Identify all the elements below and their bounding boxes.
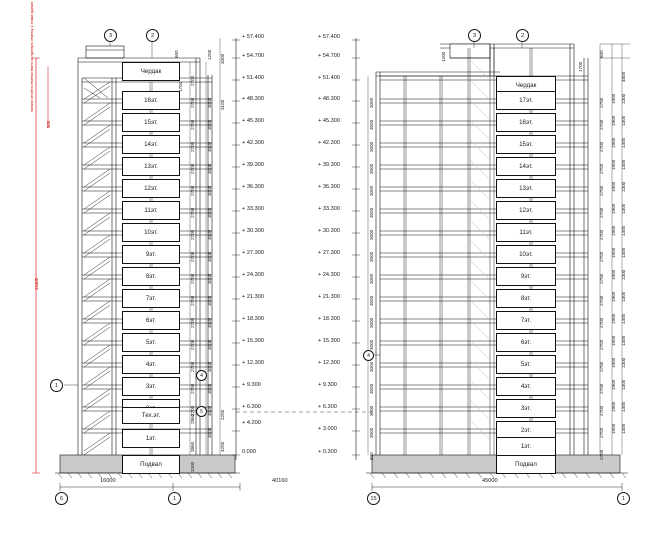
sub-dim: 1900 (611, 159, 616, 170)
structural-dim: 3000 (369, 317, 374, 328)
sub-dim: 1900 (611, 93, 616, 104)
floor-height-dim: 3860 (190, 441, 195, 452)
floor-label-box: 3эт. (122, 377, 180, 396)
elevation-mark: + 51.400 (242, 75, 264, 81)
floor-height-dim: 2700 (190, 361, 195, 372)
floor-label-box: Подвал (122, 455, 180, 474)
floor-label-box: 12эт. (122, 179, 180, 198)
floor-label-box: 5эт. (496, 355, 556, 374)
floor-label-box: 6эт. (122, 311, 180, 330)
elevation-mark: + 33.300 (318, 206, 340, 212)
structural-dim: 3000 (369, 97, 374, 108)
floor-label-box: 15эт. (496, 135, 556, 154)
top-dim: 3100 (220, 99, 225, 110)
floor-label-box: 8эт. (496, 289, 556, 308)
floor-height-dim: 2700 (599, 163, 604, 174)
floor-label-box: 6эт. (496, 333, 556, 352)
elevation-mark: + 42.300 (318, 140, 340, 146)
datum-note: начало отсчёта отметок взято за нулевую отметку 1 этажа здания (30, 2, 34, 112)
floor-height-dim: 2700 (599, 295, 604, 306)
sub-dim: 1300 (621, 93, 626, 104)
floor-height-dim: 2700 (599, 449, 604, 460)
floor-label-box: 16эт. (496, 113, 556, 132)
floor-height-dim: 2700 (190, 119, 195, 130)
elevation-mark: + 30.300 (242, 228, 264, 234)
elevation-mark: + 4.200 (242, 420, 261, 426)
axis-bubble-3: 3 (468, 29, 481, 42)
floor-label-box: Чердак (122, 62, 180, 81)
floor-label-box: 12эт. (496, 201, 556, 220)
callout-bubble-4: 4 (363, 350, 374, 361)
sub-dim: 1300 (621, 159, 626, 170)
floor-label-box: 13эт. (496, 179, 556, 198)
floor-height-dim: 2700 (190, 383, 195, 394)
structural-dim: 3000 (207, 361, 212, 372)
sub-dim: 1300 (621, 423, 626, 434)
elevation-mark: + 45.300 (318, 118, 340, 124)
floor-label-box: 4эт. (496, 377, 556, 396)
floor-label-box: 3эт. (496, 399, 556, 418)
sub-dim: 1900 (611, 203, 616, 214)
top-dim: 600 (174, 50, 179, 58)
elevation-mark: + 42.300 (242, 140, 264, 146)
floor-height-dim: 2700 (599, 339, 604, 350)
structural-dim: 2200 (220, 409, 225, 420)
sub-dim: 1900 (611, 379, 616, 390)
elevation-mark: + 24.300 (242, 272, 264, 278)
structural-dim: 4200 (220, 441, 225, 452)
floor-height-dim: 2700 (599, 361, 604, 372)
sub-dim: 1300 (621, 181, 626, 192)
sub-dim: 1900 (611, 423, 616, 434)
elevation-mark: + 15.300 (318, 338, 340, 344)
floor-label-box: 16эт. (122, 91, 180, 110)
elevation-mark: + 18.300 (242, 316, 264, 322)
floor-label-box: 1эт. (122, 429, 180, 448)
floor-height-dim: 2700 (599, 317, 604, 328)
structural-dim: 500 (369, 452, 374, 460)
bottom-dim: 40160 (272, 478, 288, 484)
elevation-mark: + 27.300 (318, 250, 340, 256)
floor-label-box: 10эт. (122, 223, 180, 242)
sub-dim: 1300 (621, 401, 626, 412)
structural-dim: 3000 (369, 295, 374, 306)
floor-height-dim: 2700 (599, 229, 604, 240)
floor-label-box: 9эт. (496, 267, 556, 286)
structural-dim: 3000 (369, 339, 374, 350)
structural-dim: 3000 (369, 427, 374, 438)
elevation-mark: + 9.300 (318, 382, 337, 388)
floor-label-box: 14эт. (122, 135, 180, 154)
floor-label-box: 10эт. (496, 245, 556, 264)
elevation-mark: 0.000 (242, 449, 256, 455)
top-dim: 1200 (441, 51, 446, 62)
floor-height-dim: 2700 (599, 97, 604, 108)
floor-height-dim: 2700 (190, 405, 195, 416)
top-dim: 3300 (220, 53, 225, 64)
structural-dim: 3000 (369, 383, 374, 394)
sub-dim: 1900 (611, 357, 616, 368)
elevation-mark: + 15.300 (242, 338, 264, 344)
structural-dim: 3000 (207, 163, 212, 174)
sub-dim: 1900 (611, 115, 616, 126)
elevation-mark: + 3.000 (318, 426, 337, 432)
elevation-mark: + 12.300 (318, 360, 340, 366)
structural-dim: 3000 (369, 185, 374, 196)
elevation-mark: + 39.300 (318, 162, 340, 168)
sub-dim: 1900 (611, 269, 616, 280)
sub-dim: 1300 (621, 313, 626, 324)
floor-label-box: 8эт. (122, 267, 180, 286)
floor-height-dim: 2700 (599, 427, 604, 438)
elevation-mark: + 48.300 (242, 96, 264, 102)
elevation-mark: + 39.300 (242, 162, 264, 168)
floor-label-box: 11эт. (496, 223, 556, 242)
structural-dim: 3000 (207, 383, 212, 394)
sub-dim: 1300 (621, 291, 626, 302)
floor-height-dim: 2860 (190, 413, 195, 424)
floor-label-box: 15эт. (122, 113, 180, 132)
structural-dim: 3000 (369, 361, 374, 372)
floor-label-box: Тех.эт. (122, 407, 180, 424)
callout-bubble-5: 5 (196, 406, 207, 417)
sub-dim: 1900 (611, 225, 616, 236)
elevation-mark: + 33.300 (242, 206, 264, 212)
structural-dim: 3000 (207, 405, 212, 416)
structural-dim: 3000 (207, 339, 212, 350)
structural-dim: 3000 (369, 207, 374, 218)
elevation-mark: + 45.300 (242, 118, 264, 124)
grid-bubble-1: 1 (617, 492, 630, 505)
axis-bubble-2: 2 (146, 29, 159, 42)
floor-height-dim: 2700 (190, 163, 195, 174)
floor-height-dim: 2700 (190, 97, 195, 108)
sub-dim: 1900 (611, 401, 616, 412)
total-height-dim: 43400 (34, 277, 39, 290)
elevation-mark: + 6.300 (242, 404, 261, 410)
floor-height-dim: 2700 (190, 339, 195, 350)
floor-height-dim: 2700 (599, 119, 604, 130)
elevation-mark: + 57.400 (242, 34, 264, 40)
structural-dim: 3000 (369, 251, 374, 262)
elevation-mark: + 36.300 (242, 184, 264, 190)
floor-height-dim: 2700 (190, 317, 195, 328)
top-dim: 1700 (178, 81, 183, 92)
elevation-mark: + 12.300 (242, 360, 264, 366)
structural-dim: 3000 (207, 119, 212, 130)
callout-bubble-4: 4 (196, 370, 207, 381)
sub-dim: 1900 (611, 335, 616, 346)
elevation-mark: + 54.700 (318, 53, 340, 59)
floor-height-dim: 2000 (190, 461, 195, 472)
elevation-mark: + 48.300 (318, 96, 340, 102)
elevation-mark: + 30.300 (318, 228, 340, 234)
sub-dim: 1300 (621, 225, 626, 236)
elevation-mark: + 51.400 (318, 75, 340, 81)
bottom-dim: 45000 (482, 478, 498, 484)
floor-label-box: 4эт. (122, 355, 180, 374)
floor-label-box: 5эт. (122, 333, 180, 352)
floor-height-dim: 2700 (190, 295, 195, 306)
grid-bubble-6: 6 (55, 492, 68, 505)
floor-height-dim: 2700 (599, 383, 604, 394)
red-note-dim: 500 (46, 120, 51, 128)
structural-dim: 3000 (207, 185, 212, 196)
structural-dim: 3000 (369, 405, 374, 416)
structural-dim: 3000 (207, 295, 212, 306)
floor-height-dim: 2700 (599, 405, 604, 416)
structural-dim: 3000 (369, 119, 374, 130)
floor-height-dim: 2700 (599, 141, 604, 152)
floor-label-box: 7эт. (496, 311, 556, 330)
floor-label-box: 7эт. (122, 289, 180, 308)
structural-dim: 3000 (207, 229, 212, 240)
floor-label-box: 9эт. (122, 245, 180, 264)
floor-height-dim: 2700 (190, 207, 195, 218)
axis-bubble-2: 2 (516, 29, 529, 42)
structural-dim: 3000 (207, 317, 212, 328)
floor-label-box: 14эт. (496, 157, 556, 176)
sub-dim: 1300 (621, 357, 626, 368)
floor-label-box: 11эт. (122, 201, 180, 220)
structural-dim: 3000 (369, 163, 374, 174)
top-dim: 600 (599, 50, 604, 58)
elevation-mark: + 9.300 (242, 382, 261, 388)
structural-dim: 3000 (207, 97, 212, 108)
structural-dim: 3000 (207, 207, 212, 218)
elevation-mark: + 36.300 (318, 184, 340, 190)
sub-dim: 1300 (621, 247, 626, 258)
grid-bubble-15: 15 (367, 492, 380, 505)
top-dim: 1700 (578, 61, 583, 72)
structural-dim: 3000 (369, 273, 374, 284)
elevation-mark: + 18.300 (318, 316, 340, 322)
floor-label-box: Подвал (496, 455, 556, 474)
floor-height-dim: 2700 (190, 251, 195, 262)
elevation-mark: + 0.300 (318, 449, 337, 455)
sub-dim: 1900 (611, 291, 616, 302)
grid-bubble-1: 1 (168, 492, 181, 505)
floor-height-dim: 2700 (599, 207, 604, 218)
structural-dim: 3000 (207, 251, 212, 262)
floor-label-box: 13эт. (122, 157, 180, 176)
callout-bubble-1: 1 (50, 379, 63, 392)
floor-height-dim: 2700 (190, 229, 195, 240)
elevation-mark: + 27.300 (242, 250, 264, 256)
axis-bubble-3: 3 (104, 29, 117, 42)
structural-dim: 3000 (207, 141, 212, 152)
structural-dim: 3000 (369, 229, 374, 240)
elevation-mark: + 54.700 (242, 53, 264, 59)
top-dim: 1200 (207, 49, 212, 60)
sub-dim: 1900 (611, 247, 616, 258)
sub-dim: 1300 (621, 115, 626, 126)
elevation-mark: + 6.300 (318, 404, 337, 410)
floor-label-box: Чердак (496, 76, 556, 95)
floor-height-dim: 2700 (190, 141, 195, 152)
floor-label-box: 2эт. (496, 421, 556, 440)
floor-label-box: 17эт. (496, 91, 556, 110)
floor-height-dim: 2700 (190, 185, 195, 196)
elevation-mark: + 57.400 (318, 34, 340, 40)
sub-dim: 1900 (611, 137, 616, 148)
elevation-mark: + 21.300 (242, 294, 264, 300)
sub-dim: 1300 (621, 335, 626, 346)
sub-dim: 1300 (621, 269, 626, 280)
floor-label-box: 1эт. (496, 437, 556, 456)
bottom-dim: 16000 (100, 478, 116, 484)
structural-dim: 3000 (207, 427, 212, 438)
sub-dim: 1300 (621, 137, 626, 148)
floor-height-dim: 2700 (190, 273, 195, 284)
top-dim: 2700 (190, 75, 195, 86)
sub-dim: 1900 (611, 181, 616, 192)
elevation-mark: + 24.300 (318, 272, 340, 278)
floor-height-dim: 2700 (599, 251, 604, 262)
sub-dim: 1900 (611, 313, 616, 324)
structural-dim: 3000 (207, 273, 212, 284)
floor-height-dim: 2700 (599, 273, 604, 284)
sub-dim: 1300 (621, 203, 626, 214)
structural-dim: 3000 (369, 141, 374, 152)
top-dim: 4800 (621, 71, 626, 82)
floor-height-dim: 2700 (599, 185, 604, 196)
sub-dim: 1300 (621, 379, 626, 390)
elevation-mark: + 21.300 (318, 294, 340, 300)
